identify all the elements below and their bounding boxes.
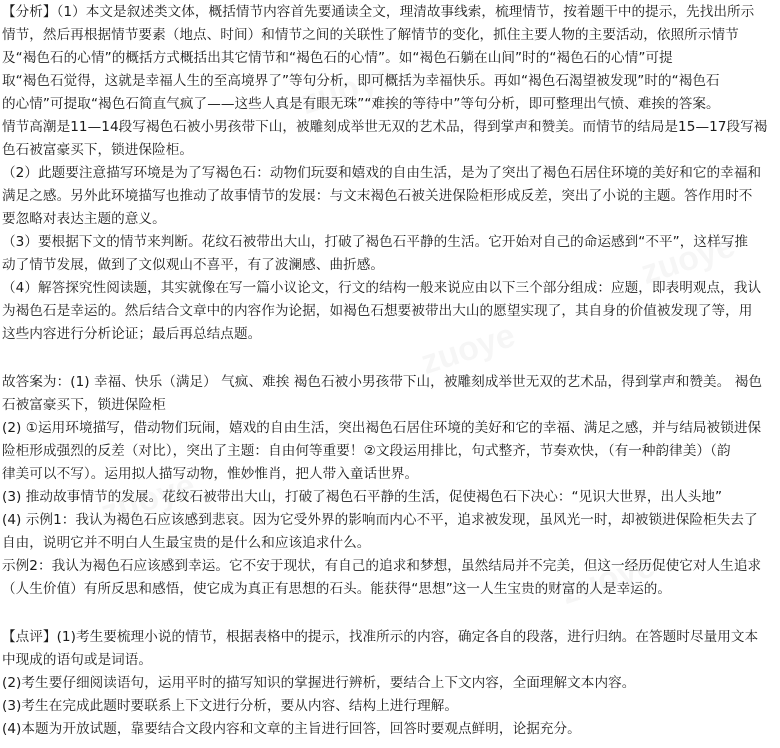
analysis-line: 的心情”可提取“褐色石简直气疯了——这些人真是有眼无珠”“难挨的等待中”等句分析，即可整理出气愤、难挨的答案。 bbox=[2, 96, 720, 112]
comment-line: (2)考生要仔细阅读语句，运用平时的描写知识的掌握进行辨析，要结合上下文内容，全面理解文本内容。 bbox=[2, 675, 636, 691]
analysis-line: 为褐色石是幸运的。然后结合文章中的内容作为论据，如褐色石想要被带出大山的愿望实现了，其自身的价值被发现了等，用 bbox=[2, 303, 753, 319]
answer-line: 示例2：我认为褐色石应该感到幸运。它不安于现状，有自己的追求和梦想，虽然结局并不完美，但这一经历促使它对人生追求 bbox=[2, 558, 762, 574]
analysis-line: 动了情节发展，做到了文似观山不喜平，有了波澜感、曲折感。 bbox=[2, 257, 385, 273]
answer-line: 律美可以不写）。运用拟人描写动物，惟妙惟肖，把人带入童话世界。 bbox=[2, 466, 419, 482]
analysis-line: 【分析】（1）本文是叙述类文体，概括情节内容首先要通读全文，理清故事线索，梳理情节，按着题干中的提示，先找出所示 bbox=[2, 4, 755, 20]
answer-line: (4) 示例1：我认为褐色石应该感到悲哀。因为它受外界的影响而内心不平，追求被发现，虽风光一时，却被锁进保险柜失去了 bbox=[2, 512, 758, 528]
comment-line: 【点评】(1)考生要梳理小说的情节，根据表格中的提示，找准所示的内容，确定各自的段落，进行归纳。在答题时尽量用文本 bbox=[2, 629, 759, 645]
analysis-line: 情节，然后再根据情节要素（地点、时间）和情节之间的关联性了解情节的变化，抓住主要人物的主要活动，依照所示情节 bbox=[2, 27, 739, 43]
comment-line: 中现成的语句或是词语。 bbox=[2, 652, 153, 668]
analysis-line: 情节高潮是11—14段写褐色石被小男孩带下山，被雕刻成举世无双的艺术品，得到掌声和赞美。而情节的结局是15—17段写褐 bbox=[2, 119, 768, 135]
analysis-line: 及“褐色石的心情”的概括方式概括出其它情节和“褐色石的心情”。如“褐色石躺在山间”时的“褐色石的心情”可提 bbox=[2, 50, 673, 66]
answer-line: 险柜形成强烈的反差（对比），突出了主题：自由何等重要！②文段运用排比，句式整齐，节奏欢快，（有一种韵律美）（韵 bbox=[2, 443, 731, 459]
answer-line: 自由，说明它并不明白人生最宝贵的是什么和应该追求什么。 bbox=[2, 535, 371, 551]
comment-line: (4)本题为开放试题，靠要结合文段内容和文章的主旨进行回答，回答时要观点鲜明，论据充分。 bbox=[2, 721, 581, 737]
analysis-line: （3）要根据下文的情节来判断。花纹石被带出大山，打破了褐色石平静的生活。它开始对自己的命运感到“不平”，这样写推 bbox=[2, 234, 748, 250]
analysis-line: 这些内容进行分析论证；最后再总结点题。 bbox=[2, 326, 262, 342]
analysis-line: 满足之感。另外此环境描写也推动了故事情节的发展：与文末褐色石被关进保险柜形成反差，突出了小说的主题。答作用时不 bbox=[2, 188, 753, 204]
analysis-line: （2）此题要注意描写环境是为了写褐色石：动物们玩耍和嬉戏的自由生活，是为了突出了褐色石居住环境的美好和它的幸福和 bbox=[2, 165, 762, 181]
analysis-line: 色石被富豪买下，锁进保险柜。 bbox=[2, 142, 194, 158]
answer-line: 石被富豪买下，锁进保险柜 bbox=[2, 397, 166, 413]
analysis-line: 要忽略对表达主题的意义。 bbox=[2, 211, 166, 227]
answer-line: （人生价值）有所反思和感悟，使它成为真正有思想的石头。能获得“思想”这一人生宝贵的财富的人是幸运的。 bbox=[2, 581, 672, 597]
analysis-line: （4）解答探究性阅读题，其实就像在写一篇小议论文，行文的结构一般来说应由以下三个部分组成：应题，即表明观点，我认 bbox=[2, 280, 762, 296]
analysis-line: 取“褐色石觉得，这就是幸福人生的至高境界了”等句分析，即可概括为幸福快乐。再如“褐色石渴望被发现”时的“褐色石 bbox=[2, 73, 720, 89]
answer-line: (3) 推动故事情节的发展。花纹石被带出大山，打破了褐色石平静的生活，促使褐色石下决心：“见识大世界，出人头地” bbox=[2, 489, 723, 505]
answer-line: 故答案为：(1) 幸福、快乐（满足） 气疯、难挨 褐色石被小男孩带下山，被雕刻成举世无双的艺术品，得到掌声和赞美。 褐色 bbox=[2, 374, 763, 390]
comment-line: (3)考生在完成此题时要联系上下文进行分析，要从内容、结构上进行理解。 bbox=[2, 698, 459, 714]
answer-line: (2) ①运用环境描写，借动物们玩闹，嬉戏的自由生活，突出褐色石居住环境的美好和它的幸福、满足之感，并与结局被锁进保 bbox=[2, 420, 762, 436]
